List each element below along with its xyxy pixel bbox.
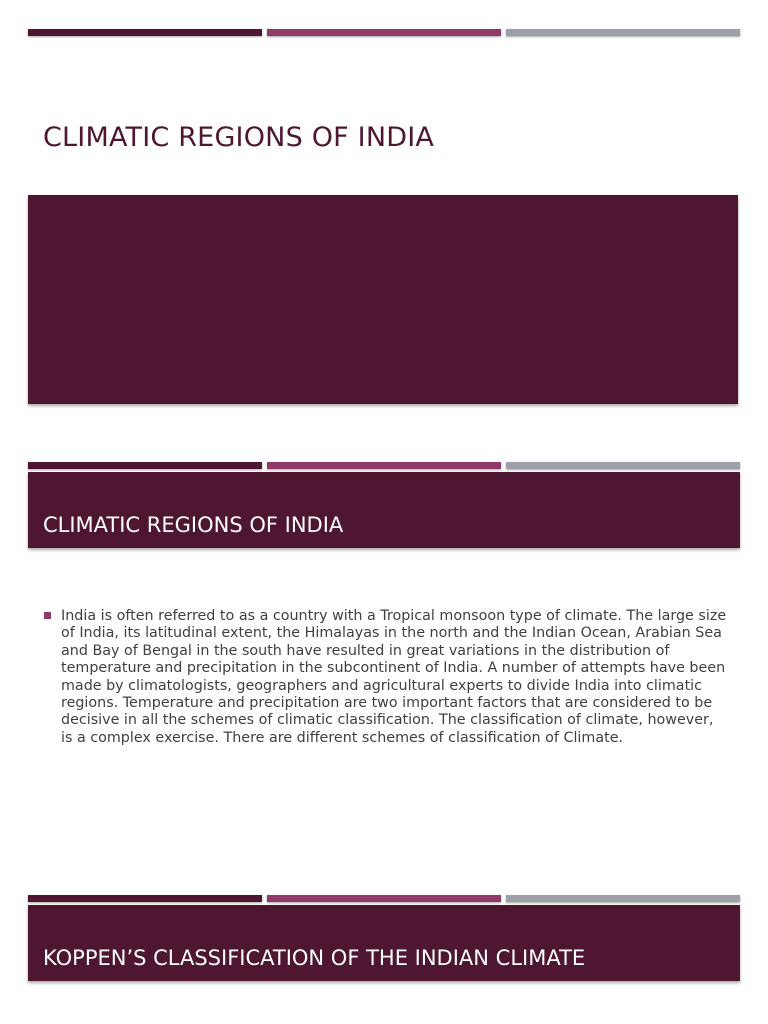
bullet-text: India is often referred to as a country with a Tropical monsoon type of climate. The large size of India, its latitudinal extent, the Himalayas in the north and the Indian Ocean, Arabian Sea and Bay of Bengal in the south have resulted in great variations in the distribution of temperature and precipitation in the subcontinent of India. A number of attempts have been made by climatologists, geographers and agricultural experts to divide India into climatic regions. Temperature and precipitation are two important factors that are considered to be decisive in all the schemes of climatic classification. The classification of climate, however, is a complex exercise. There are different schemes of classification of Climate.: [61, 608, 727, 746]
accent-stripe-gray: [506, 29, 740, 36]
slide-title-banner: [28, 905, 740, 981]
bullet-marker-icon: [44, 612, 51, 619]
slide-title: KOPPEN’S CLASSIFICATION OF THE INDIAN CLIMATE: [43, 946, 586, 970]
accent-stripe-plum: [267, 895, 501, 902]
accent-stripe-dark: [28, 895, 262, 902]
accent-stripe-dark: [28, 462, 262, 469]
accent-stripe-gray: [506, 895, 740, 902]
title-panel: [28, 195, 738, 404]
slide-title-banner: [28, 472, 740, 548]
accent-stripe-dark: [28, 29, 262, 36]
slide-title: CLIMATIC REGIONS OF INDIA: [43, 513, 344, 537]
accent-stripe-gray: [506, 462, 740, 469]
accent-stripe-plum: [267, 29, 501, 36]
accent-stripe-plum: [267, 462, 501, 469]
slide-title: CLIMATIC REGIONS OF INDIA: [43, 122, 435, 153]
